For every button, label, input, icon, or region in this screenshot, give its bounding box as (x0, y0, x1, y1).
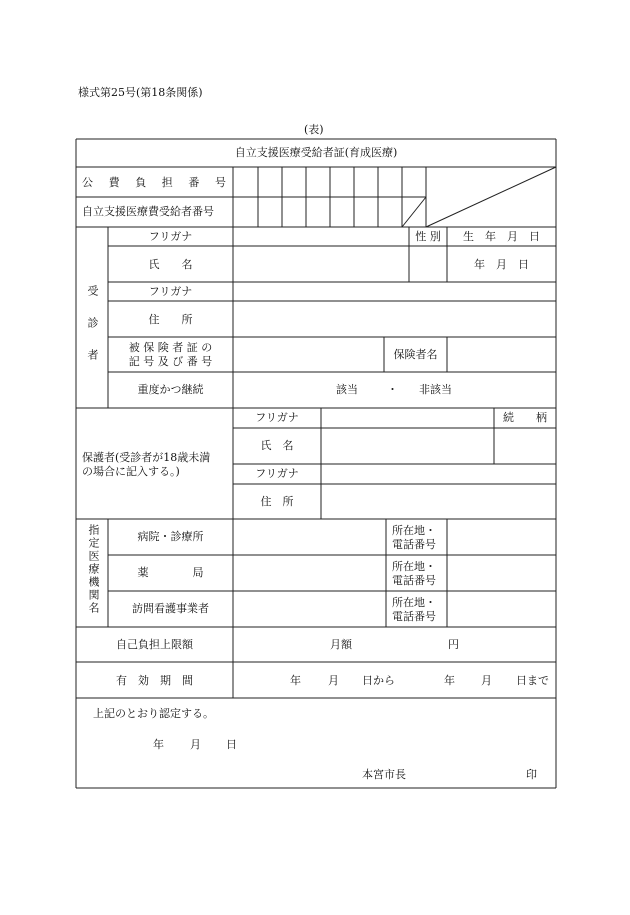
certify-month: 月 (190, 738, 201, 751)
insurer-name-label: 保険者名 (393, 348, 438, 361)
patient-section-label: 受 診 者 (86, 285, 99, 364)
guardian-section-label-2: の場合に記入する。) (82, 465, 180, 478)
hospital-location-label-2: 電話番号 (392, 538, 436, 551)
certify-text: 上記のとおり認定する。 (93, 707, 214, 720)
nursing-location-label-1: 所在地・ (392, 596, 436, 609)
patient-furigana-label: フリガナ (148, 230, 193, 243)
insurance-label-2: 記 号 及 び 番 号 (128, 355, 213, 368)
guardian-name-label: 氏 名 (260, 439, 294, 452)
guardian-section-label-1: 保護者(受診者が18歳未満 (82, 451, 211, 464)
nursing-label: 訪問看護事業者 (132, 602, 209, 615)
validity-until: 日まで (516, 674, 549, 687)
severe-yes: 該当 (336, 383, 358, 396)
nursing-location-label-2: 電話番号 (392, 610, 436, 623)
severe-separator: ・ (387, 383, 398, 396)
recipient-number-label: 自立支援医療費受給者番号 (82, 205, 214, 218)
pharmacy-label: 薬 局 (137, 566, 204, 579)
guardian-furigana2-label: フリガナ (255, 467, 299, 480)
guardian-address-label: 住 所 (260, 495, 294, 508)
severe-label: 重度かつ継続 (137, 383, 204, 396)
hospital-label: 病院・診療所 (137, 530, 204, 543)
form-number: 様式第25号(第18条関係) (78, 86, 203, 99)
severe-no: 非該当 (419, 383, 452, 396)
front-label: (表) (304, 123, 324, 136)
pharmacy-location-label-1: 所在地・ (392, 560, 436, 573)
mayor-label: 本宮市長 (362, 768, 406, 781)
public-expense-number-label: 公 費 負 担 番 号 (82, 176, 233, 189)
patient-address-label: 住 所 (148, 313, 193, 326)
patient-furigana2-label: フリガナ (148, 285, 193, 298)
birth-date-label: 生 年 月 日 (463, 230, 540, 243)
limit-label: 自己負担上限額 (116, 638, 193, 651)
validity-label: 有 効 期 間 (116, 674, 193, 687)
limit-yen: 円 (448, 638, 459, 651)
limit-monthly: 月額 (330, 638, 352, 651)
validity-month-2: 月 (481, 674, 492, 687)
validity-year-2: 年 (444, 674, 455, 687)
certify-day: 日 (226, 738, 237, 751)
validity-month-1: 月 (328, 674, 339, 687)
form-title: 自立支援医療受給者証(育成医療) (234, 146, 398, 159)
hospital-location-label-1: 所在地・ (392, 524, 436, 537)
validity-from: 日から (362, 674, 395, 687)
relation-label: 続 柄 (503, 411, 547, 424)
birth-date-value: 年 月 日 (474, 258, 529, 271)
institution-section-label: 指定医療機関名 (87, 524, 100, 615)
seal-mark: 印 (526, 768, 537, 781)
patient-name-label: 氏 名 (148, 258, 193, 271)
validity-year-1: 年 (290, 674, 301, 687)
guardian-furigana-label: フリガナ (255, 411, 299, 424)
pharmacy-location-label-2: 電話番号 (392, 574, 436, 587)
certify-year: 年 (153, 738, 164, 751)
insurance-label-1: 被 保 険 者 証 の (128, 341, 213, 354)
gender-label: 性 別 (415, 230, 441, 243)
